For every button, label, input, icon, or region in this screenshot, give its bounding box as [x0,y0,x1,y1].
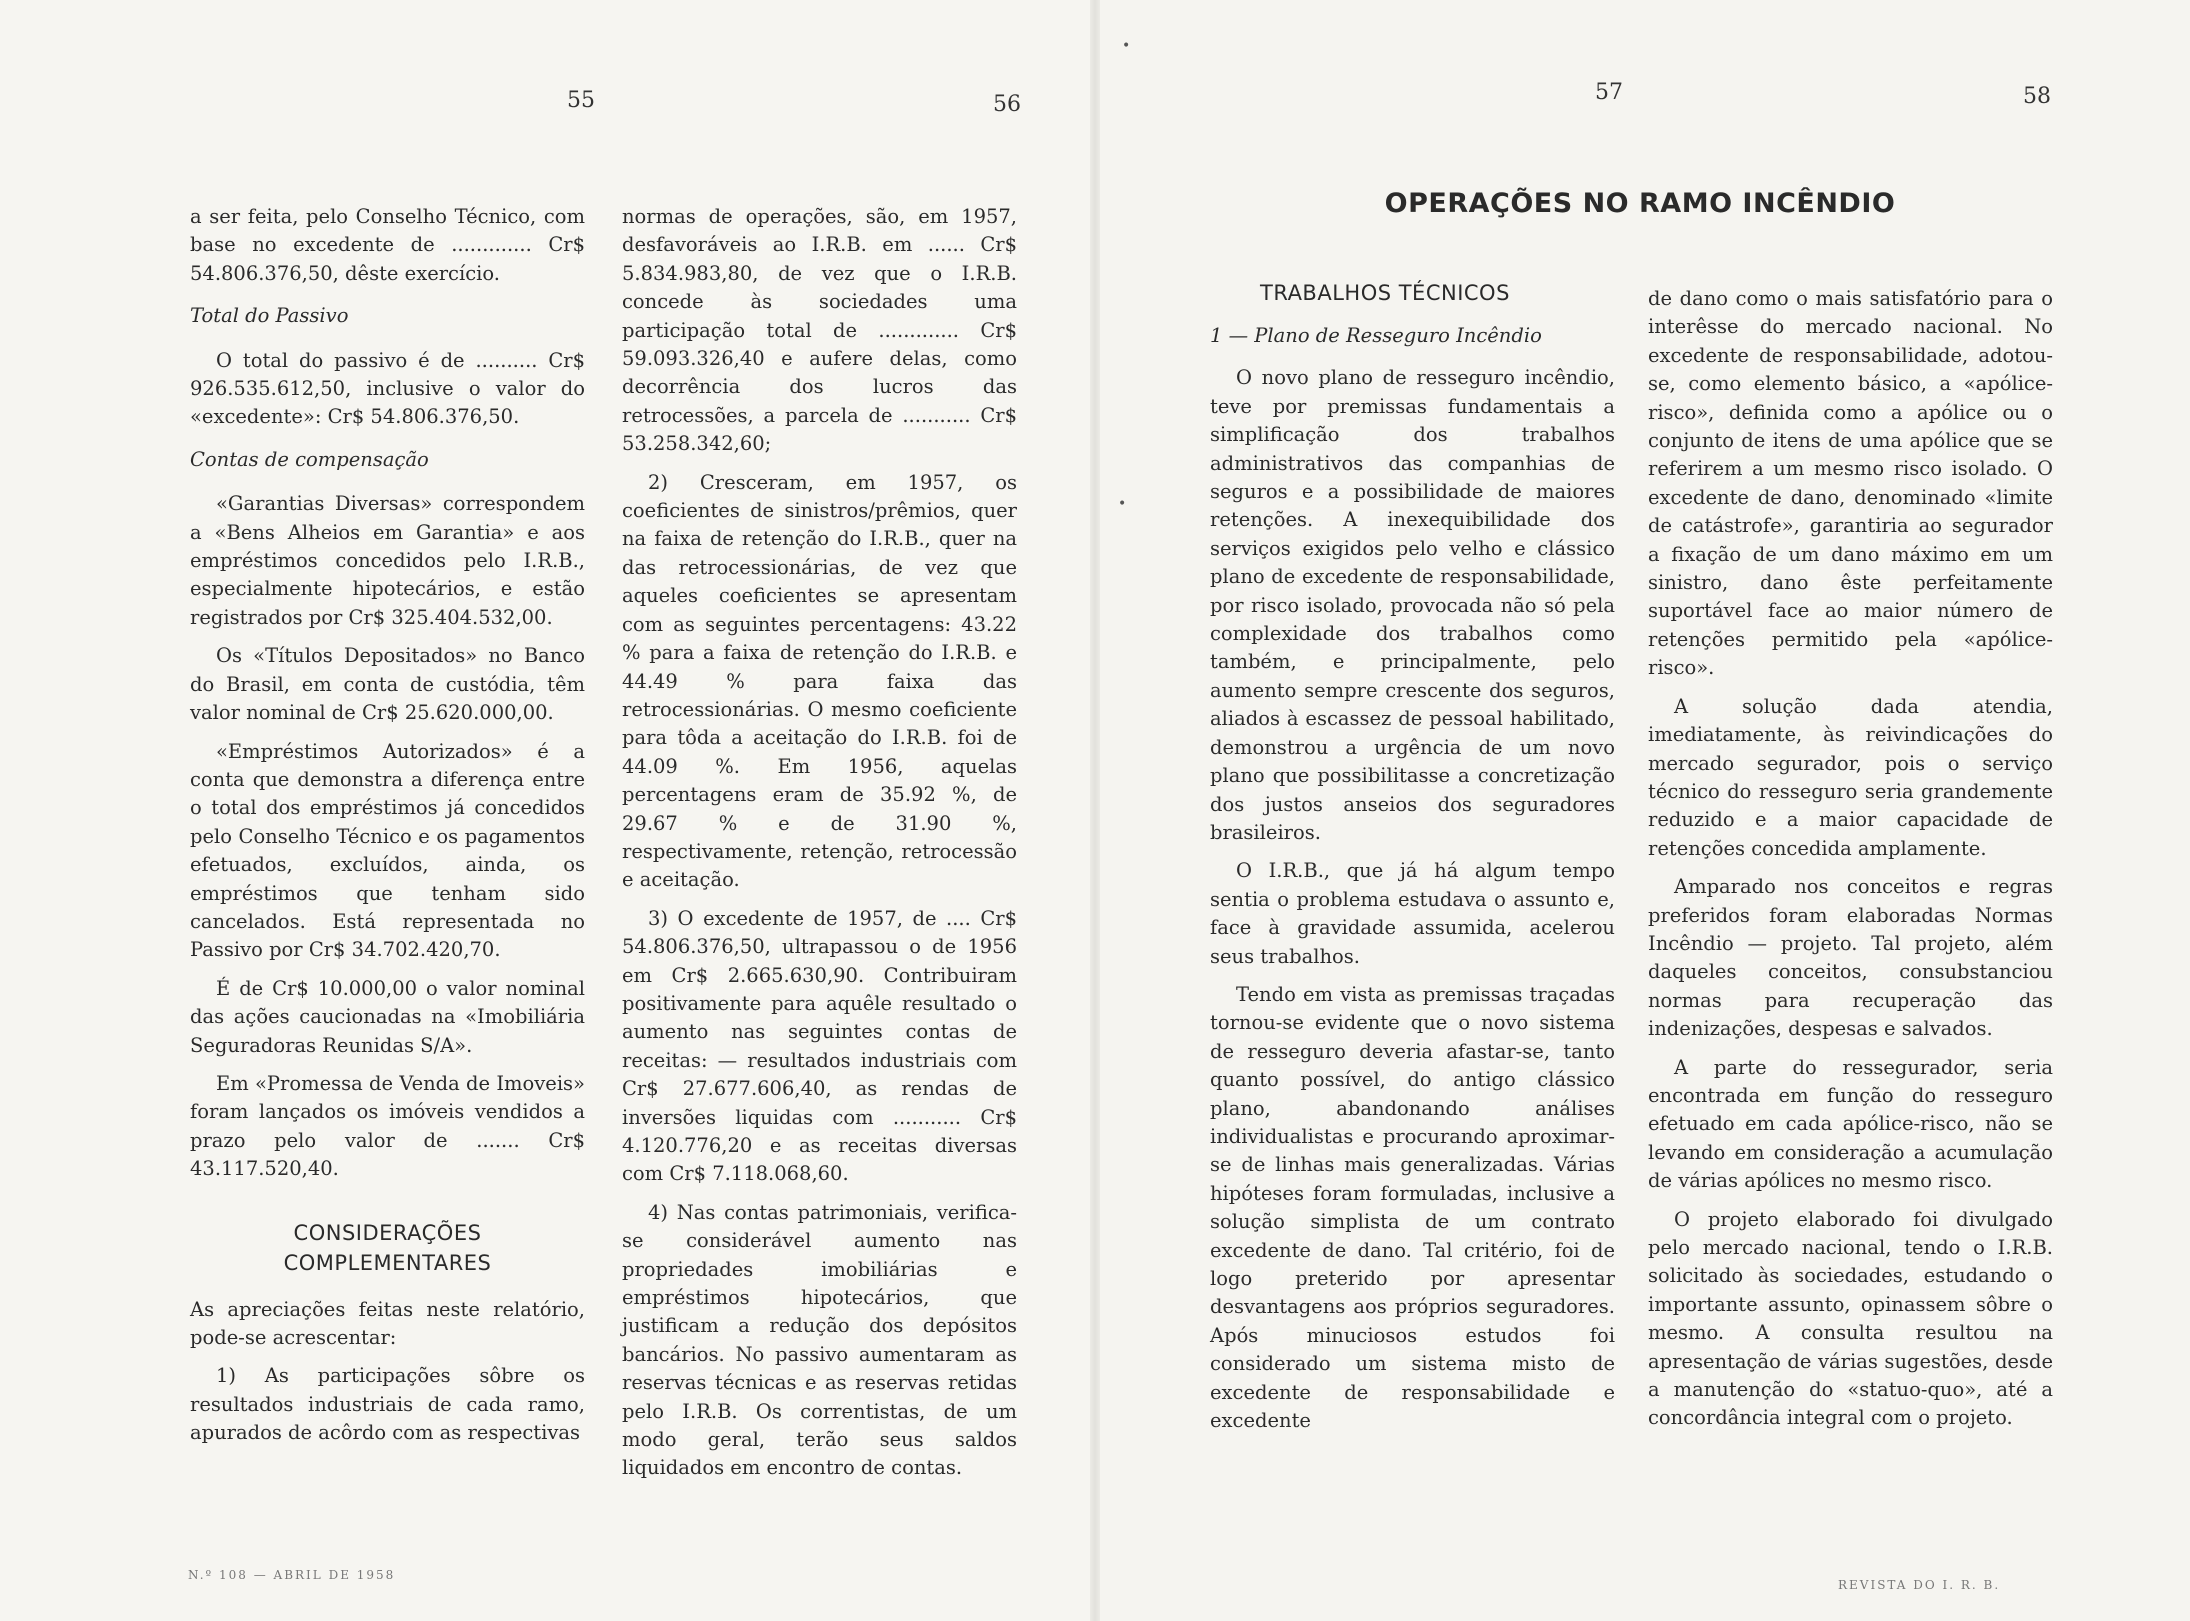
paragraph: Em «Promessa de Venda de Imoveis» foram lançados os imóveis vendidos a prazo pelo valor de ....... Cr$ 43.117.520,40. [190,1071,585,1181]
paragraph: normas de operações, são, em 1957, desfavoráveis ao I.R.B. em ...... Cr$ 5.834.983,80, de vez que o I.R.B. concede às sociedades uma participação total de ............. Cr$ 59.093.326,40 e aufere delas, como decorrência dos lucros das retrocessões, a parcela de ........... Cr$ 53.258.342,60; [622,205,1017,456]
paragraph: Amparado nos conceitos e regras preferidos foram elaboradas Normas Incêndio — projeto. Tal projeto, além daqueles conceitos, consubstanciou normas para recuperação das indenizações, despesas e salvados. [1648,875,2053,1041]
page-number-57: 57 [1595,80,1623,105]
paragraph: 1) As participações sôbre os resultados industriais de cada ramo, apurados de acôrdo com as respectivas [190,1364,585,1445]
heading-contas-compensacao: Contas de compensação [190,447,429,471]
paragraph: O total do passivo é de .......... Cr$ 926.535.612,50, inclusive o valor do «excedente»: Cr$ 54.806.376,50. [190,348,585,429]
heading-total-passivo: Total do Passivo [190,304,349,328]
scan-mark: • [1118,496,1127,512]
book-gutter [1090,0,1100,1621]
footer-left: N.º 108 — ABRIL DE 1958 [188,1568,396,1582]
sub-heading-plano-resseguro: 1 — Plano de Resseguro Incêndio [1210,324,1542,347]
page-57-column [1210,278,1615,1445]
footer-right: REVISTA DO I. R. B. [1838,1578,2001,1592]
chapter-title: OPERAÇÕES NO RAMO INCÊNDIO [1384,188,1896,219]
paragraph: 4) Nas contas patrimoniais, verifica-se considerável aumento nas propriedades imobiliárias e empréstimos hipotecários, que justificam a redução dos depósitos bancários. No passivo aumentaram as reservas técnicas e as reservas retidas pelo I.R.B. Os correntistas, de um modo geral, terão seus saldos liquidados em encontro de contas. [622,1200,1017,1480]
page-58-column [1648,285,2053,1443]
section-heading-line: COMPLEMENTARES [283,1250,492,1275]
paragraph: «Empréstimos Autorizados» é a conta que demonstra a diferença entre o total dos empréstimos já concedidos pelo Conselho Técnico e os pagamentos efetuados, excluídos, ainda, os empréstimos que tenham sido cancelados. Está representada no Passivo por Cr$ 34.702.420,70. [190,739,585,962]
page-number-56: 56 [993,92,1021,117]
paragraph: As apreciações feitas neste relatório, pode-se acrescentar: [190,1297,585,1349]
paragraph: É de Cr$ 10.000,00 o valor nominal das ações caucionadas na «Imobiliária Seguradoras Reunidas S/A». [190,976,585,1057]
paragraph: 2) Cresceram, em 1957, os coeficientes de sinistros/prêmios, quer na faixa de retenção do I.R.B., quer na das retrocessionárias, de vez que aqueles coeficientes se apresentam com as seguintes percentagens: 43.22 % para a faixa de retenção do I.R.B. e 44.49 % para faixa das retrocessionárias. O mesmo coeficiente para tôda a aceitação do I.R.B. foi de 44.09 %. Em 1956, aquelas percentagens eram de 35.92 %, de 29.67 % e de 31.90 %, respectivamente, retenção, retrocessão e aceitação. [622,470,1017,892]
paragraph: a ser feita, pelo Conselho Técnico, com base no excedente de ............. Cr$ 54.806.376,50, dêste exercício. [190,205,585,285]
paragraph: 3) O excedente de 1957, de .... Cr$ 54.806.376,50, ultrapassou o de 1956 em Cr$ 2.665.630,90. Contribuiram positivamente para aquêle resultado o aumento nas seguintes contas de receitas: — resultados industriais com Cr$ 27.677.606,40, as rendas de inversões liquidas com ........... Cr$ 4.120.776,20 e as receitas diversas com Cr$ 7.118.068,60. [622,906,1017,1186]
paragraph: O novo plano de resseguro incêndio, teve por premissas fundamentais a simplificação dos trabalhos administrativos das companhias de seguros e a possibilidade de maiores retenções. A inexequibilidade dos serviços exigidos pelo velho e clássico plano de excedente de responsabilidade, por risco isolado, provocada não só pela complexidade dos trabalhos como também, e principalmente, pelo aumento sempre crescente dos seguros, aliados à escassez de pessoal habilitado, demonstrou a urgência de um novo plano que possibilitasse a concretização dos justos anseios dos seguradores brasileiros. [1210,366,1615,844]
paragraph: O projeto elaborado foi divulgado pelo mercado nacional, tendo o I.R.B. solicitado às sociedades, estudando o importante assunto, opinassem sôbre o mesmo. A consulta resultou na apresentação de várias sugestões, desde a manutenção do «statuo-quo», até a concordância integral com o projeto. [1648,1207,2053,1430]
section-heading-consideracoes [190,1218,585,1278]
section-heading-trabalhos-tecnicos: TRABALHOS TÉCNICOS [1260,281,1510,305]
paragraph: de dano como o mais satisfatório para o interêsse do mercado nacional. No excedente de responsabilidade, adotou-se, como elemento básico, a «apólice-risco», definida como a apólice ou o conjunto de itens de uma apólice que se referirem a um mesmo risco isolado. O excedente de dano, denominado «limite de catástrofe», garantiria ao segurador a fixação de um dano máximo em um sinistro, dano êste perfeitamente suportável face ao maior número de retenções permitido pela «apólice-risco». [1648,287,2053,680]
paragraph: Os «Títulos Depositados» no Banco do Brasil, em conta de custódia, têm valor nominal de Cr$ 25.620.000,00. [190,644,585,725]
paragraph: «Garantias Diversas» correspondem a «Bens Alheios em Garantia» e aos empréstimos concedidos pelo I.R.B., especialmente hipotecários, e estão registrados por Cr$ 325.404.532,00. [190,492,585,629]
page-56-column [622,203,1017,1493]
page-55-column [190,203,585,1458]
paragraph: Tendo em vista as premissas traçadas tornou-se evidente que o novo sistema de resseguro deveria afastar-se, tanto quanto possível, do antigo clássico plano, abandonando análises individualistas e procurando aproximar-se de linhas mais generalizadas. Várias hipóteses foram formuladas, inclusive a solução simplista de um contrato excedente de dano. Tal critério, foi de logo preterido por apresentar desvantagens aos próprios seguradores. Após minuciosos estudos foi considerado um sistema misto de excedente de responsabilidade e excedente [1210,982,1615,1433]
page-number-58: 58 [2023,84,2051,109]
paragraph: A parte do ressegurador, seria encontrada em função do resseguro efetuado em cada apólice-risco, não se levando em consideração a acumulação de várias apólices no mesmo risco. [1648,1055,2053,1193]
scan-mark: • [1122,38,1131,54]
section-heading-line: CONSIDERAÇÕES [293,1220,482,1245]
page-number-55: 55 [567,88,595,113]
paragraph: O I.R.B., que já há algum tempo sentia o problema estudava o assunto e, face à gravidade assumida, acelerou seus trabalhos. [1210,859,1615,968]
paragraph: A solução dada atendia, imediatamente, às reivindicações do mercado segurador, pois o serviço técnico do resseguro seria grandemente reduzido e a maior capacidade de retenções concedida amplamente. [1648,694,2053,860]
